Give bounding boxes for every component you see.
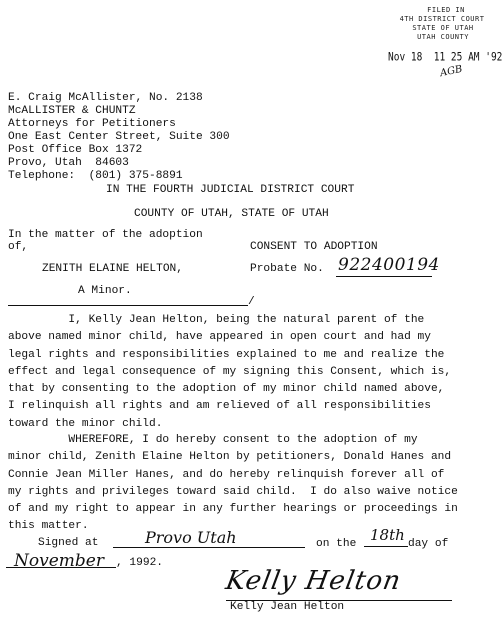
matter-line-1: In the matter of the adoption: [8, 229, 203, 241]
signing-day: 18th: [370, 526, 405, 544]
attorney-line-3: Attorneys for Petitioners: [8, 118, 176, 130]
paragraph-2-line: minor child, Zenith Elaine Helton by petitioners, Donald Hanes and: [8, 451, 452, 464]
attorney-line-5: Post Office Box 1372: [8, 144, 143, 156]
signed-at-label: Signed at: [38, 537, 99, 549]
paragraph-1-line: I relinquish all rights and am relieved of all responsibilities: [8, 400, 431, 413]
paragraph-1-line: legal rights and responsibilities explained to me and realize the: [8, 348, 445, 361]
paragraph-1-line: that by consenting to the adoption of my minor child named above,: [8, 383, 445, 396]
paragraph-2-line: this matter.: [8, 520, 89, 533]
signing-month-line: [6, 567, 116, 568]
county-heading: COUNTY OF UTAH, STATE OF UTAH: [134, 208, 329, 220]
stamp-line-4: UTAH COUNTY: [417, 33, 469, 41]
attorney-line-1: E. Craig McAllister, No. 2138: [8, 92, 203, 104]
stamp-line-3: STATE OF UTAH: [412, 24, 474, 32]
stamp-line-1: FILED IN: [427, 6, 465, 14]
signing-day-line: [364, 546, 408, 547]
paragraph-1-line: effect and legal consequence of my signing this Consent, which is,: [8, 365, 452, 378]
attorney-line-2: McALLISTER & CHUNTZ: [8, 105, 136, 117]
stamp-initials: AGB: [439, 63, 464, 80]
paragraph-1-line: toward the minor child.: [8, 417, 163, 430]
signing-month: November: [14, 551, 104, 571]
signing-year: , 1992.: [116, 557, 163, 569]
probate-label: Probate No.: [250, 263, 324, 275]
paragraph-1-line: above named minor child, have appeared in open court and had my: [8, 331, 431, 344]
paragraph-2-line: my rights and privileges toward said child. I do also waive notice: [8, 485, 458, 498]
attorney-line-6: Provo, Utah 84603: [8, 157, 129, 169]
court-heading: IN THE FOURTH JUDICIAL DISTRICT COURT: [106, 184, 355, 196]
consent-paragraph-2: [8, 432, 456, 536]
attorney-line-7: Telephone: (801) 375-8891: [8, 170, 183, 182]
parent-signature: Kelly Helton: [223, 566, 404, 596]
minor-label: A Minor.: [78, 285, 132, 297]
signing-place-line: [113, 547, 305, 548]
day-of-label: day of: [408, 538, 449, 550]
consent-paragraph-1: [8, 312, 456, 433]
caption-divider-end: /: [248, 296, 255, 308]
signer-name: Kelly Jean Helton: [230, 601, 345, 613]
probate-number-line: [336, 276, 432, 277]
stamp-line-2: 4TH DISTRICT COURT: [399, 15, 485, 23]
caption-divider: [8, 305, 248, 306]
signing-place: Provo Utah: [145, 528, 237, 547]
filing-stamp: [388, 4, 503, 80]
stamp-date: Nov 18 11 25 AM '92: [388, 50, 503, 65]
on-the-label: on the: [316, 538, 357, 550]
document-title: CONSENT TO ADOPTION: [250, 241, 378, 253]
paragraph-1-line: I, Kelly Jean Helton, being the natural parent of the: [8, 314, 425, 326]
probate-number: 922400194: [338, 255, 440, 275]
paragraph-2-line: Connie Jean Miller Hanes, and do hereby relinquish forever all of: [8, 468, 445, 481]
matter-line-2: of,: [8, 241, 29, 253]
child-name: ZENITH ELAINE HELTON,: [42, 263, 183, 275]
attorney-line-4: One East Center Street, Suite 300: [8, 131, 230, 143]
paragraph-2-line: of and my right to appear in any further hearings or proceedings in: [8, 503, 458, 516]
paragraph-2-line: WHEREFORE, I do hereby consent to the adoption of my: [8, 434, 418, 446]
